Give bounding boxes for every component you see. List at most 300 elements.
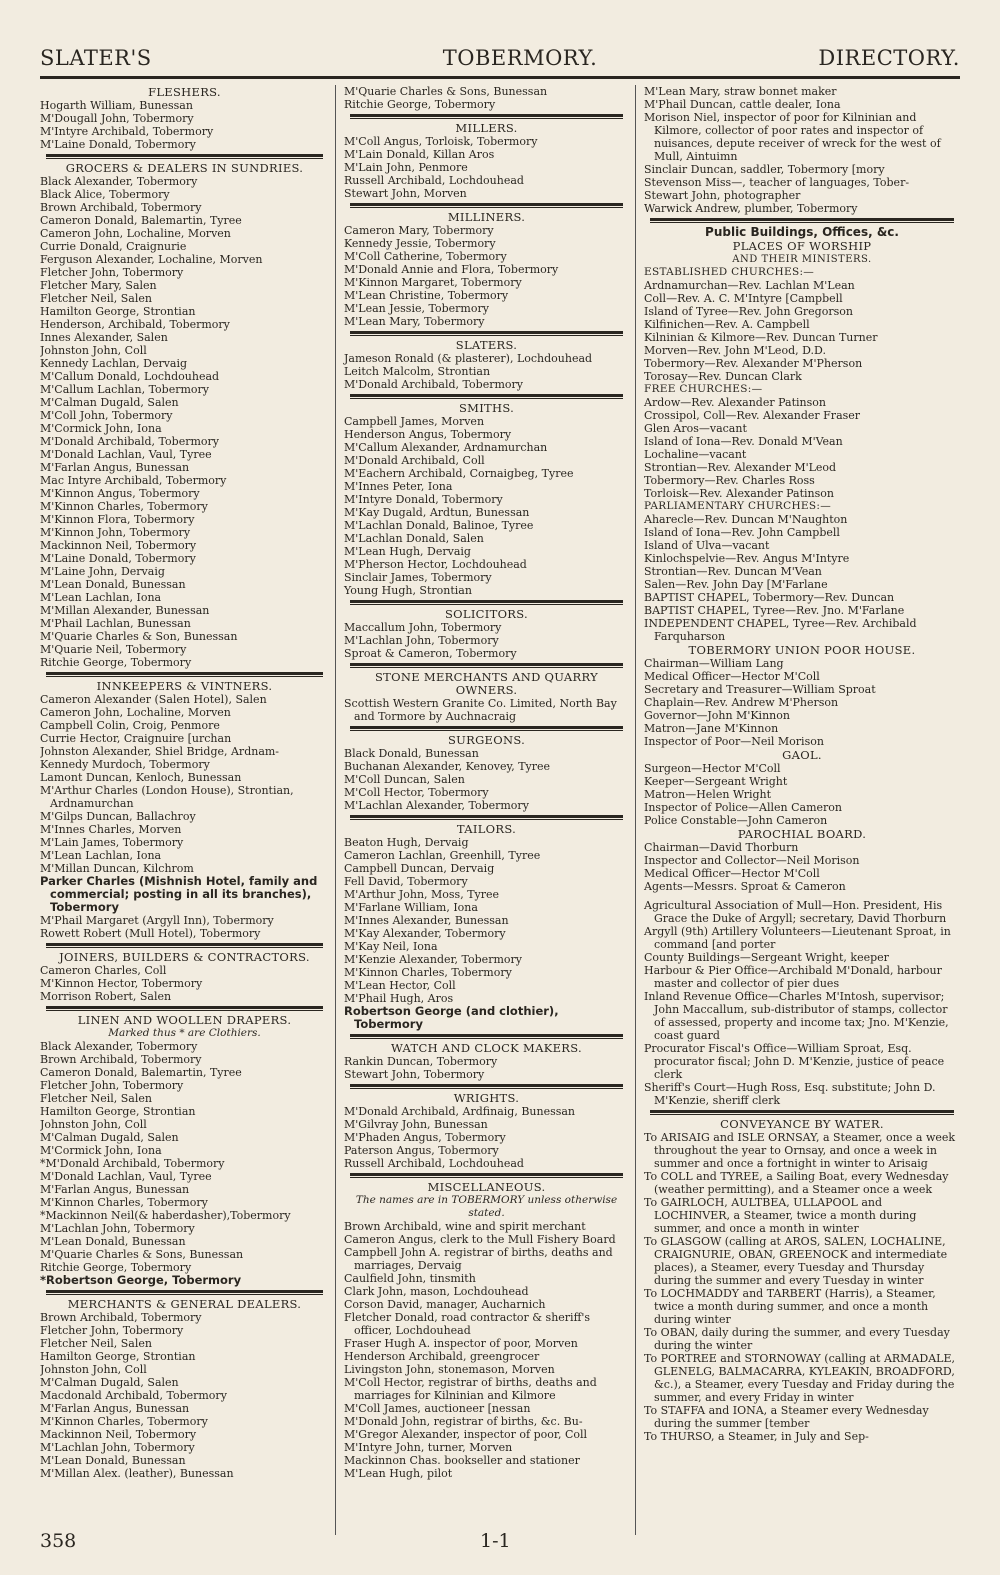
listing-entry: Ferguson Alexander, Lochaline, Morven (40, 253, 263, 266)
listing-entry: M'Donald Archibald, Coll (344, 454, 485, 467)
section-heading: SURGEONS. (447, 733, 526, 747)
directory-section (344, 823, 629, 1031)
listing-entry: Livingston John, stonemason, Morven (344, 1363, 555, 1376)
section-heading: MISCELLANEOUS. (427, 1180, 546, 1194)
conveyance-entry: To OBAN, daily during the summer, and every Tuesday during the winter (644, 1326, 950, 1352)
listing-entry: Ritchie George, Tobermory (40, 656, 192, 669)
conveyance-entry: To ARISAIG and ISLE ORNSAY, a Steamer, once a week throughout the year to Ornsay, and once a week in summer and once a fortnight in winter to Arisaig (644, 1131, 956, 1170)
listing-entry: M'Donald Archibald, Tobermory (40, 435, 219, 448)
section-rule (46, 672, 323, 677)
listing-entry: Fletcher Neil, Salen (40, 292, 152, 305)
listing-entry: Mackinnon Neil, Tobermory (40, 539, 197, 552)
section-rule (350, 203, 623, 208)
listing-entry: Paterson Angus, Tobermory (344, 1144, 499, 1157)
listing-entry: Hamilton George, Strontian (40, 1350, 196, 1363)
listing-entry: M'Donald Lachlan, Vaul, Tyree (40, 448, 212, 461)
listing-entry-advert: Robertson George (and clothier), Tobermory (344, 1004, 559, 1031)
directory-section (344, 671, 629, 723)
listing-entry: Campbell James, Morven (344, 415, 485, 428)
section-rule (350, 663, 623, 668)
listing-entry: Kennedy Lachlan, Dervaig (40, 357, 188, 370)
listing-entry: M'Coll Hector, Tobermory (344, 786, 489, 799)
listing-entry: M'Millan Alexander, Bunessan (40, 604, 210, 617)
listing-entry: M'Innes Peter, Iona (344, 480, 453, 493)
listing-entry: M'Coll Duncan, Salen (344, 773, 465, 786)
listing-entry: M'Kay Dugald, Ardtun, Bunessan (344, 506, 530, 519)
listing-entry: Young Hugh, Strontian (344, 584, 472, 597)
listing-entry: Macdonald Archibald, Tobermory (40, 1389, 227, 1402)
section-heading: MILLERS. (455, 121, 518, 135)
official-entry: Chairman—William Lang (644, 657, 784, 670)
listing-entry: Sinclair James, Tobermory (344, 571, 492, 584)
listing-entry: Brown Archibald, Tobermory (40, 1053, 202, 1066)
listing-entry: M'Lean Lachlan, Iona (40, 591, 162, 604)
listing-entry: M'Laine John, Dervaig (40, 565, 165, 578)
section-rule (350, 726, 623, 731)
gaol-title: GAOL. (782, 748, 822, 762)
section-note: The names are in TOBERMORY unless otherwise stated. (355, 1194, 618, 1219)
header-rule (40, 76, 960, 79)
section-heading: FLESHERS. (148, 85, 221, 99)
listing-entry: M'Laine Donald, Tobermory (40, 552, 196, 565)
listing-entry: Rankin Duncan, Tobermory (344, 1055, 498, 1068)
listing-entry: M'Cormick John, Iona (40, 422, 162, 435)
directory-section (344, 1042, 629, 1081)
listing-entry: Brown Archibald, Tobermory (40, 1311, 202, 1324)
listing-entry: M'Kinnon John, Tobermory (40, 526, 191, 539)
listing-entry: M'Kinnon Charles, Tobermory (40, 1196, 208, 1209)
listing-entry: M'Innes Charles, Morven (40, 823, 182, 836)
places-of-worship-title: PLACES OF WORSHIP (732, 239, 872, 253)
section-rule (350, 815, 623, 820)
official-entry: Matron—Jane M'Kinnon (644, 722, 779, 735)
listing-entry: M'Laine Donald, Tobermory (40, 138, 196, 151)
section-heading: WRIGHTS. (453, 1091, 520, 1105)
directory-section (40, 162, 329, 669)
listing-entry: Stewart John, Tobermory (344, 1068, 485, 1081)
listing-entry: Brown Archibald, wine and spirit merchant (344, 1220, 586, 1233)
listing-entry: M'Kinnon Margaret, Tobermory (344, 276, 522, 289)
listing-entry: Leitch Malcolm, Strontian (344, 365, 491, 378)
listing-entry: M'Lean Donald, Bunessan (40, 1235, 186, 1248)
public-buildings-title: Public Buildings, Offices, &c. (705, 225, 899, 239)
listing-entry: M'Lean Mary, Tobermory (344, 315, 485, 328)
listing-entry: M'Donald Archibald, Ardfinaig, Bunessan (344, 1105, 576, 1118)
page-header (40, 46, 960, 72)
listing-entry: M'Lachlan Alexander, Tobermory (344, 799, 529, 812)
listing-entry: M'Kinnon Charles, Tobermory (344, 966, 512, 979)
directory-section (344, 85, 629, 111)
listing-entry: Cameron Alexander (Salen Hotel), Salen (40, 693, 267, 706)
listing-entry: Cameron Charles, Coll (40, 964, 167, 977)
conveyance-entry: To GAIRLOCH, AULTBEA, ULLAPOOL and LOCHINVER, a Steamer, twice a month during summer, and once a month in winter (644, 1196, 917, 1235)
listing-entry: Stevenson Miss—, teacher of languages, Tober- (644, 176, 910, 189)
listing-entry: M'Intyre John, turner, Morven (344, 1441, 513, 1454)
listing-entry: Fletcher Mary, Salen (40, 279, 157, 292)
listing-entry: M'Kinnon Charles, Tobermory (40, 1415, 208, 1428)
listing-entry: M'Kinnon Charles, Tobermory (40, 500, 208, 513)
listing-entry: M'Kay Alexander, Tobermory (344, 927, 506, 940)
listing-entry: M'Lain John, Penmore (344, 161, 468, 174)
conveyance-entry: To LOCHMADDY and TARBERT (Harris), a Steamer, twice a month during summer, and once a month during winter (644, 1287, 936, 1326)
column-2 (336, 85, 636, 1535)
section-heading: JOINERS, BUILDERS & CONTRACTORS. (59, 950, 310, 964)
section-heading: LINEN AND WOOLLEN DRAPERS. (77, 1013, 292, 1027)
listing-entry: M'Farlane William, Iona (344, 901, 478, 914)
listing-entry: M'Lachlan John, Tobermory (40, 1222, 195, 1235)
listing-entry: Stewart John, photographer (644, 189, 801, 202)
listing-entry: M'Phail Hugh, Aros (344, 992, 454, 1005)
church-entry: Aharecle—Rev. Duncan M'Naughton (644, 513, 848, 526)
church-entry: Island of Ulva—vacant (644, 539, 770, 552)
listing-entry: M'Millan Duncan, Kilchrom (40, 862, 194, 875)
parliamentary-churches-label: PARLIAMENTARY CHURCHES:— (644, 500, 831, 512)
section-rule (350, 331, 623, 336)
listing-entry: Fletcher John, Tobermory (40, 1079, 184, 1092)
listing-entry: Warwick Andrew, plumber, Tobermory (644, 202, 858, 215)
listing-entry: Currie Donald, Craignurie (40, 240, 187, 253)
listing-entry: Mackinnon Chas. bookseller and stationer (344, 1454, 580, 1467)
section-rule (350, 1034, 623, 1039)
listing-entry: Innes Alexander, Salen (40, 331, 168, 344)
listing-entry: M'Kinnon Angus, Tobermory (40, 487, 200, 500)
church-entry: Lochaline—vacant (644, 448, 747, 461)
listing-entry: M'Gilvray John, Bunessan (344, 1118, 488, 1131)
listing-entry: M'Pherson Hector, Lochdouhead (344, 558, 527, 571)
listing-entry: M'Lachlan Donald, Salen (344, 532, 484, 545)
section-rule (650, 218, 954, 223)
listing-entry: Henderson Archibald, greengrocer (344, 1350, 540, 1363)
listing-entry: M'Eachern Archibald, Cornaigbeg, Tyree (344, 467, 574, 480)
listing-entry: Jameson Ronald (& plasterer), Lochdouhead (344, 352, 593, 365)
listing-entry: M'Kinnon Hector, Tobermory (40, 977, 203, 990)
listing-entry: Currie Hector, Craignuire [urchan (40, 732, 232, 745)
listing-entry: Black Alexander, Tobermory (40, 175, 198, 188)
listing-entry: Fletcher Neil, Salen (40, 1092, 152, 1105)
listing-entry: M'Farlan Angus, Bunessan (40, 1402, 190, 1415)
listing-entry: Henderson Angus, Tobermory (344, 428, 512, 441)
listing-entry: M'Lean Mary, straw bonnet maker (644, 85, 837, 98)
page-footer (40, 1530, 960, 1554)
listing-entry: M'Gilps Duncan, Ballachroy (40, 810, 196, 823)
listing-entry: Cameron John, Lochaline, Morven (40, 706, 231, 719)
directory-section (344, 211, 629, 328)
listing-entry: Hogarth William, Bunessan (40, 99, 193, 112)
section-rule (350, 600, 623, 605)
listing-entry: M'Coll John, Tobermory (40, 409, 173, 422)
listing-entry: Lamont Duncan, Kenloch, Bunessan (40, 771, 242, 784)
directory-section (40, 680, 329, 940)
section-heading: MILLINERS. (447, 210, 526, 224)
listing-entry: M'Lain James, Tobermory (40, 836, 184, 849)
official-entry: Agents—Messrs. Sproat & Cameron (644, 880, 846, 893)
signature-mark: 1-1 (480, 1530, 511, 1552)
directory-section (344, 339, 629, 391)
listing-entry: Morison Niel, inspector of poor for Kilninian and Kilmore, collector of poor rates and inspector of nuisances, depute receiver of wreck for the west of Mull, Aintuimn (644, 111, 941, 163)
conveyance-entry: To COLL and TYREE, a Sailing Boat, every Wednesday (weather permitting), and a Steamer once a week (644, 1170, 949, 1196)
listing-entry: M'Donald Annie and Flora, Tobermory (344, 263, 559, 276)
free-churches-label: FREE CHURCHES:— (644, 383, 763, 395)
official-entry: Medical Officer—Hector M'Coll (644, 670, 820, 683)
listing-entry: M'Arthur John, Moss, Tyree (344, 888, 500, 901)
listing-entry: M'Lain Donald, Killan Aros (344, 148, 495, 161)
listing-entry: M'Calman Dugald, Salen (40, 1131, 179, 1144)
listing-entry: Caulfield John, tinsmith (344, 1272, 476, 1285)
section-heading: SLATERS. (455, 338, 518, 352)
official-entry: Surgeon—Hector M'Coll (644, 762, 781, 775)
listing-entry: Morrison Robert, Salen (40, 990, 172, 1003)
church-entry: Kilfinichen—Rev. A. Campbell (644, 318, 810, 331)
listing-entry: M'Donald John, registrar of births, &c. Bu- (344, 1415, 583, 1428)
listing-entry: Black Alice, Tobermory (40, 188, 170, 201)
directory-section (40, 86, 329, 151)
listing-entry: M'Quarie Neil, Tobermory (40, 643, 187, 656)
chapel-entry: BAPTIST CHAPEL, Tyree—Rev. Jno. M'Farlane (644, 604, 905, 617)
listing-entry: M'Donald Archibald, Tobermory (344, 378, 523, 391)
listing-entry: Corson David, manager, Aucharnich (344, 1298, 546, 1311)
listing-entry: M'Arthur Charles (London House), Strontian, Ardnamurchan (40, 784, 294, 810)
listing-entry: M'Intyre Donald, Tobermory (344, 493, 503, 506)
directory-section (40, 1298, 329, 1480)
listing-entry: Maccallum John, Tobermory (344, 621, 502, 634)
listing-entry: Ritchie George, Tobermory (344, 98, 496, 111)
section-rule (46, 1290, 323, 1295)
section-rule (46, 1006, 323, 1011)
listing-entry: M'Callum Lachlan, Tobermory (40, 383, 210, 396)
listing-entry: M'Lachlan John, Tobermory (40, 1441, 195, 1454)
listing-entry: Sproat & Cameron, Tobermory (344, 647, 517, 660)
column-1 (40, 85, 336, 1535)
listing-entry: M'Farlan Angus, Bunessan (40, 461, 190, 474)
listing-entry: M'Gregor Alexander, inspector of poor, Coll (344, 1428, 588, 1441)
listing-entry: Beaton Hugh, Dervaig (344, 836, 469, 849)
listing-entry: Johnston Alexander, Shiel Bridge, Ardnam- (40, 745, 280, 758)
church-entry: Ardow—Rev. Alexander Patinson (644, 396, 826, 409)
directory-section (344, 402, 629, 597)
church-entry: Island of Iona—Rev. Donald M'Vean (644, 435, 843, 448)
listing-entry: M'Phaden Angus, Tobermory (344, 1131, 506, 1144)
listing-entry: Fletcher John, Tobermory (40, 266, 184, 279)
section-heading: SMITHS. (458, 401, 515, 415)
conveyance-entry: To THURSO, a Steamer, in July and Sep- (644, 1430, 869, 1443)
listing-entry: M'Donald Lachlan, Vaul, Tyree (40, 1170, 212, 1183)
official-entry: Chaplain—Rev. Andrew M'Pherson (644, 696, 839, 709)
listing-entry: Kennedy Jessie, Tobermory (344, 237, 496, 250)
church-entry: Morven—Rev. John M'Leod, D.D. (644, 344, 826, 357)
official-entry: Police Constable—John Cameron (644, 814, 828, 827)
listing-entry: Hamilton George, Strontian (40, 305, 196, 318)
listing-entry: M'Callum Alexander, Ardnamurchan (344, 441, 548, 454)
church-entry: Salen—Rev. John Day [M'Farlane (644, 578, 828, 591)
church-entry: Tobermory—Rev. Alexander M'Pherson (644, 357, 863, 370)
church-entry: Coll—Rev. A. C. M'Intyre [Campbell (644, 292, 843, 305)
header-center: TOBERMORY. (442, 46, 598, 70)
church-entry: Tobermory—Rev. Charles Ross (644, 474, 815, 487)
listing-entry: Sinclair Duncan, saddler, Tobermory [mory (644, 163, 885, 176)
church-entry: Torosay—Rev. Duncan Clark (644, 370, 802, 383)
listing-entry: M'Lachlan John, Tobermory (344, 634, 499, 647)
directory-section (344, 1181, 629, 1480)
listing-entry: Cameron Donald, Balemartin, Tyree (40, 214, 242, 227)
listing-entry-advert: *Robertson George, Tobermory (40, 1273, 242, 1287)
section-heading: GROCERS & DEALERS IN SUNDRIES. (65, 161, 304, 175)
listing-entry: M'Kay Neil, Iona (344, 940, 438, 953)
office-entry: Agricultural Association of Mull—Hon. President, His Grace the Duke of Argyll; secretary, David Thorburn (644, 899, 947, 925)
conveyance-title: CONVEYANCE BY WATER. (720, 1117, 884, 1131)
official-entry: Matron—Helen Wright (644, 788, 772, 801)
listing-entry: Russell Archibald, Lochdouhead (344, 174, 524, 187)
established-churches-label: ESTABLISHED CHURCHES:— (644, 266, 815, 278)
listing-entry: Fell David, Tobermory (344, 875, 468, 888)
listing-entry: Black Alexander, Tobermory (40, 1040, 198, 1053)
listing-entry: Henderson, Archibald, Tobermory (40, 318, 230, 331)
listing-entry-advert: Parker Charles (Mishnish Hotel, family and commercial; posting in all its branches), Tobermory (40, 874, 318, 914)
section-rule (350, 394, 623, 399)
listing-entry: M'Lean Jessie, Tobermory (344, 302, 489, 315)
column-3 (636, 85, 960, 1535)
section-rule (46, 943, 323, 948)
directory-section (344, 122, 629, 200)
listing-entry: M'Lean Hugh, Dervaig (344, 545, 471, 558)
office-entry: Argyll (9th) Artillery Volunteers—Lieutenant Sproat, in command [and porter (644, 925, 951, 951)
directory-section (344, 608, 629, 660)
listing-entry: Fletcher Donald, road contractor & sheriff's officer, Lochdouhead (344, 1311, 591, 1337)
official-entry: Inspector and Collector—Neil Morison (644, 854, 860, 867)
poor-house-title: TOBERMORY UNION POOR HOUSE. (688, 643, 916, 657)
listing-entry: M'Phail Margaret (Argyll Inn), Tobermory (40, 914, 274, 927)
office-entry: Sheriff's Court—Hugh Ross, Esq. substitute; John D. M'Kenzie, sheriff clerk (644, 1081, 936, 1107)
listing-entry: M'Phail Duncan, cattle dealer, Iona (644, 98, 841, 111)
listing-entry: Black Donald, Bunessan (344, 747, 479, 760)
listing-entry: Russell Archibald, Lochdouhead (344, 1157, 524, 1170)
listing-entry: Cameron Donald, Balemartin, Tyree (40, 1066, 242, 1079)
listing-entry: Brown Archibald, Tobermory (40, 201, 202, 214)
listing-entry: M'Cormick John, Iona (40, 1144, 162, 1157)
conveyance-entry: To STAFFA and IONA, a Steamer every Wednesday during the summer [tember (644, 1404, 929, 1430)
listing-entry: Campbell Colin, Croig, Penmore (40, 719, 220, 732)
listing-entry: M'Lean Christine, Tobermory (344, 289, 509, 302)
official-entry: Chairman—David Thorburn (644, 841, 799, 854)
listing-entry: Johnston John, Coll (40, 1118, 147, 1131)
section-rule (350, 1173, 623, 1178)
listing-entry: Scottish Western Granite Co. Limited, North Bay and Tormore by Auchnacraig (344, 697, 617, 723)
section-rule (650, 1110, 954, 1115)
listing-entry: M'Coll Catherine, Tobermory (344, 250, 507, 263)
official-entry: Secretary and Treasurer—William Sproat (644, 683, 876, 696)
listing-entry: Johnston John, Coll (40, 1363, 147, 1376)
parochial-board-title: PAROCHIAL BOARD. (737, 827, 867, 841)
listing-entry: Cameron Mary, Tobermory (344, 224, 494, 237)
listing-entry: M'Kinnon Flora, Tobermory (40, 513, 195, 526)
listing-entry: Campbell Duncan, Dervaig (344, 862, 495, 875)
section-heading: SOLICITORS. (444, 607, 528, 621)
listing-entry: M'Dougall John, Tobermory (40, 112, 194, 125)
conveyance-entry: To PORTREE and STORNOWAY (calling at ARMADALE, GLENELG, BALMACARRA, KYLEAKIN, BROADFORD, &c.), a Steamer, every Tuesday and Friday during the summer, and every Friday in winter (644, 1352, 955, 1404)
listing-entry: Campbell John A. registrar of births, deaths and marriages, Dervaig (344, 1246, 613, 1272)
page-number: 358 (40, 1530, 77, 1552)
listing-entry: *M'Donald Archibald, Tobermory (40, 1157, 225, 1170)
church-entry: Ardnamurchan—Rev. Lachlan M'Lean (644, 279, 855, 292)
listing-entry: Buchanan Alexander, Kenovey, Tyree (344, 760, 551, 773)
listing-entry: M'Quarie Charles & Sons, Bunessan (40, 1248, 244, 1261)
church-entry: Kilninian & Kilmore—Rev. Duncan Turner (644, 331, 878, 344)
listing-entry: Cameron John, Lochaline, Morven (40, 227, 231, 240)
listing-entry: Clark John, mason, Lochdouhead (344, 1285, 529, 1298)
listing-entry: M'Quarie Charles & Son, Bunessan (40, 630, 238, 643)
official-entry: Keeper—Sergeant Wright (644, 775, 788, 788)
section-heading: MERCHANTS & GENERAL DEALERS. (67, 1297, 302, 1311)
listing-entry: M'Farlan Angus, Bunessan (40, 1183, 190, 1196)
section-heading: WATCH AND CLOCK MAKERS. (391, 1041, 582, 1055)
listing-entry: M'Lean Donald, Bunessan (40, 1454, 186, 1467)
listing-entry: M'Coll James, auctioneer [nessan (344, 1402, 531, 1415)
listing-entry: Fletcher John, Tobermory (40, 1324, 184, 1337)
church-entry: Island of Tyree—Rev. John Gregorson (644, 305, 853, 318)
listing-entry: M'Coll Angus, Torloisk, Tobermory (344, 135, 538, 148)
conveyance-entry: To GLASGOW (calling at AROS, SALEN, LOCHALINE, CRAIGNURIE, OBAN, GREENOCK and intermediate places), a Steamer, every Tuesday and Thursday during the summer and every Tuesday in winter (644, 1235, 948, 1287)
listing-entry: M'Phail Lachlan, Bunessan (40, 617, 191, 630)
church-entry: Strontian—Rev. Alexander M'Leod (644, 461, 837, 474)
listing-entry: Mackinnon Neil, Tobermory (40, 1428, 197, 1441)
listing-entry: Mac Intyre Archibald, Tobermory (40, 474, 227, 487)
listing-entry: Cameron Lachlan, Greenhill, Tyree (344, 849, 541, 862)
official-entry: Inspector of Police—Allen Cameron (644, 801, 843, 814)
listing-entry: Cameron Angus, clerk to the Mull Fishery Board (344, 1233, 616, 1246)
listing-entry: Stewart John, Morven (344, 187, 467, 200)
listing-entry: M'Lachlan Donald, Balinoe, Tyree (344, 519, 534, 532)
church-entry: Island of Iona—Rev. John Campbell (644, 526, 840, 539)
directory-section (40, 951, 329, 1003)
section-rule (350, 1084, 623, 1089)
office-entry: Procurator Fiscal's Office—William Sproat, Esq. procurator fiscal; John D. M'Kenzie, justice of peace clerk (644, 1042, 945, 1081)
section-rule (46, 154, 323, 159)
listing-entry: M'Kenzie Alexander, Tobermory (344, 953, 522, 966)
header-right: DIRECTORY. (818, 46, 960, 70)
listing-entry: M'Lean Hector, Coll (344, 979, 456, 992)
listing-entry: M'Calman Dugald, Salen (40, 1376, 179, 1389)
listing-entry: Fletcher Neil, Salen (40, 1337, 152, 1350)
official-entry: Governor—John M'Kinnon (644, 709, 790, 722)
office-entry: County Buildings—Sergeant Wright, keeper (644, 951, 889, 964)
listing-entry: Johnston John, Coll (40, 344, 147, 357)
header-left: SLATER'S (40, 46, 152, 70)
office-entry: Harbour & Pier Office—Archibald M'Donald, harbour master and collector of pier dues (644, 964, 942, 990)
section-heading: STONE MERCHANTS AND QUARRY OWNERS. (375, 670, 598, 697)
listing-entry: M'Intyre Archibald, Tobermory (40, 125, 214, 138)
listing-entry: Hamilton George, Strontian (40, 1105, 196, 1118)
church-entry: Glen Aros—vacant (644, 422, 747, 435)
church-entry: Crossipol, Coll—Rev. Alexander Fraser (644, 409, 861, 422)
listing-entry: M'Lean Lachlan, Iona (40, 849, 162, 862)
listing-entry: M'Lean Donald, Bunessan (40, 578, 186, 591)
section-note: Marked thus * are Clothiers. (108, 1027, 261, 1039)
directory-section (344, 734, 629, 812)
church-entry: Kinlochspelvie—Rev. Angus M'Intyre (644, 552, 850, 565)
listing-entry: Kennedy Murdoch, Tobermory (40, 758, 210, 771)
chapel-entry: INDEPENDENT CHAPEL, Tyree—Rev. Archibald Farquharson (644, 617, 917, 643)
section-rule (350, 114, 623, 119)
listing-entry: *Mackinnon Neil(& haberdasher),Tobermory (40, 1209, 291, 1222)
listing-entry: M'Innes Alexander, Bunessan (344, 914, 509, 927)
section-heading: INNKEEPERS & VINTNERS. (96, 679, 273, 693)
directory-section (40, 1014, 329, 1287)
chapel-entry: BAPTIST CHAPEL, Tobermory—Rev. Duncan (644, 591, 895, 604)
listing-entry: Fraser Hugh A. inspector of poor, Morven (344, 1337, 578, 1350)
listing-entry: M'Millan Alex. (leather), Bunessan (40, 1467, 234, 1480)
section-heading: TAILORS. (456, 822, 517, 836)
listing-entry: Rowett Robert (Mull Hotel), Tobermory (40, 927, 261, 940)
official-entry: Inspector of Poor—Neil Morison (644, 735, 824, 748)
